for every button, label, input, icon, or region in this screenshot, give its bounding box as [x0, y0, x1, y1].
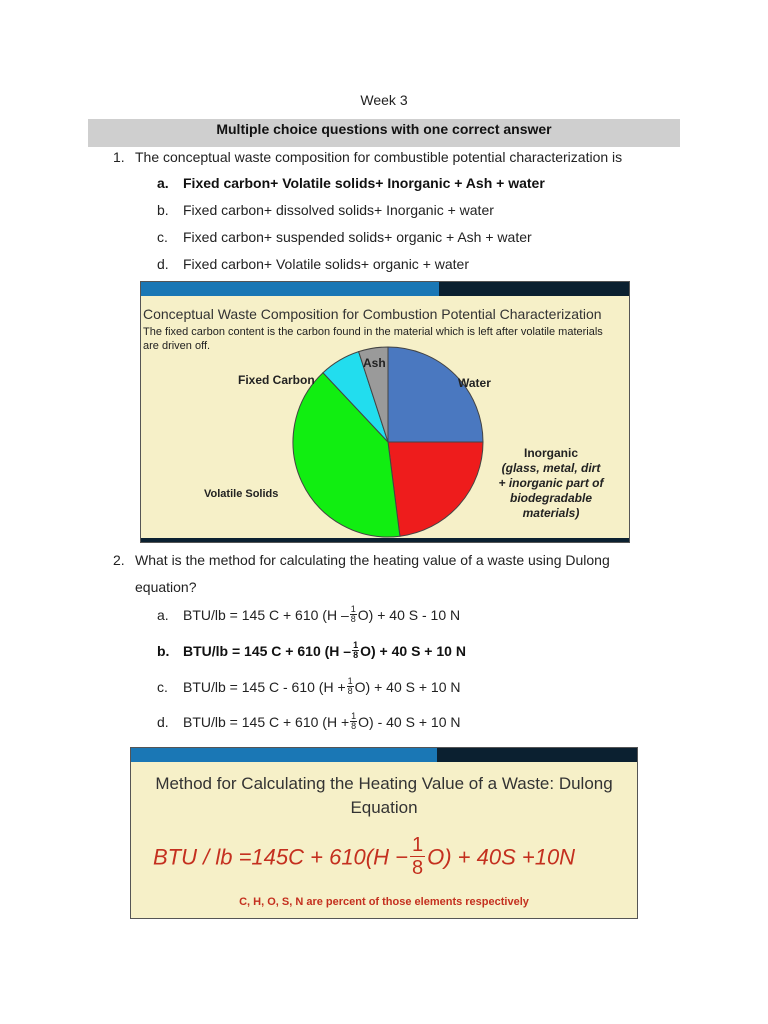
label-inorganic-1: Inorganic — [523, 446, 579, 460]
label-inorganic-4: biodegradable — [509, 491, 593, 505]
option-formula-pre: BTU/lb = 145 C + 610 (H + — [183, 714, 350, 731]
option-text: Fixed carbon+ Volatile solids+ Inorganic + Ash + water — [183, 175, 545, 191]
label-inorganic-5: materials) — [522, 506, 580, 520]
option-text: Fixed carbon+ Volatile solids+ organic + water — [183, 256, 469, 272]
slide-top-bar — [131, 748, 637, 762]
question-text-line-2: equation? — [135, 579, 197, 595]
fraction — [350, 605, 357, 624]
question-number: 2. — [113, 552, 125, 568]
fraction — [352, 641, 359, 660]
fraction-numerator: 1 — [350, 604, 356, 614]
equation-post: O) + 40S +10N — [427, 844, 576, 870]
question-number: 1. — [113, 149, 125, 165]
fraction-numerator: 1 — [351, 711, 357, 721]
fraction-denominator: 8 — [353, 650, 359, 660]
q2-option-b — [157, 640, 466, 662]
slide-bottom-bar — [141, 538, 629, 542]
q1-option-b — [157, 202, 494, 218]
q2-option-d — [157, 711, 461, 733]
option-letter: d. — [157, 256, 169, 272]
fraction-numerator: 1 — [411, 834, 424, 856]
option-formula-post: O) + 40 S + 10 N — [360, 643, 466, 660]
dulong-equation — [153, 836, 575, 881]
slide-title — [131, 772, 637, 820]
label-fixed-carbon: Fixed Carbon — [238, 373, 315, 387]
option-letter: c. — [157, 229, 168, 245]
fraction — [347, 677, 354, 696]
week-heading: Week 3 — [360, 92, 408, 108]
equation-pre: BTU / lb =145C + 610(H − — [153, 844, 408, 870]
option-letter: d. — [157, 714, 169, 731]
option-formula-post: O) + 40 S - 10 N — [357, 607, 461, 624]
slide-subtitle: The fixed carbon content is the carbon found in the material which is left after volatile materials are driven off. — [143, 326, 603, 352]
q1-option-a — [157, 175, 545, 191]
label-volatile-solids: Volatile Solids — [204, 488, 279, 500]
fraction-denominator: 8 — [411, 857, 424, 879]
fraction-numerator: 1 — [347, 676, 353, 686]
fraction-numerator: 1 — [353, 640, 359, 650]
q1-option-c — [157, 229, 532, 245]
option-letter: c. — [157, 679, 168, 696]
option-text: Fixed carbon+ suspended solids+ organic + Ash + water — [183, 229, 532, 245]
option-formula-post: O) - 40 S + 10 N — [358, 714, 461, 731]
option-formula-post: O) + 40 S + 10 N — [354, 679, 461, 696]
option-text: Fixed carbon+ dissolved solids+ Inorganic + water — [183, 202, 494, 218]
slide-top-bar-dark — [437, 748, 637, 762]
label-ash: Ash — [363, 356, 386, 370]
composition-slide — [140, 281, 630, 543]
slide-title-line-1: Method for Calculating the Heating Value of a Waste: Dulong — [155, 774, 613, 793]
dulong-slide — [130, 747, 638, 919]
option-letter: a. — [157, 175, 169, 191]
slide-title-line-2: Equation — [350, 798, 418, 817]
option-letter: a. — [157, 607, 169, 624]
fraction-denominator: 8 — [347, 686, 353, 696]
section-banner: Multiple choice questions with one correct answer — [88, 119, 680, 147]
option-formula-pre: BTU/lb = 145 C + 610 (H – — [183, 607, 349, 624]
option-formula-pre: BTU/lb = 145 C - 610 (H + — [183, 679, 346, 696]
question-text: The conceptual waste composition for combustible potential characterization is — [135, 149, 623, 165]
pie-chart — [141, 282, 629, 542]
q2-option-a — [157, 604, 461, 626]
pie-slice-inorganic — [388, 442, 483, 536]
slide-title: Conceptual Waste Composition for Combustion Potential Characterization — [143, 306, 602, 322]
label-water: Water — [458, 376, 491, 390]
pie-slice-water — [388, 347, 483, 442]
option-letter: b. — [157, 643, 170, 660]
slide-note: C, H, O, S, N are percent of those elements respectively — [239, 896, 529, 908]
fraction-denominator: 8 — [351, 721, 357, 731]
option-formula-pre: BTU/lb = 145 C + 610 (H – — [183, 643, 352, 660]
label-inorganic-2: (glass, metal, dirt — [501, 461, 601, 475]
q2-option-c — [157, 676, 461, 698]
question-text-line-1: What is the method for calculating the heating value of a waste using Dulong — [135, 552, 610, 568]
q1-option-d — [157, 256, 469, 272]
equation-fraction — [410, 834, 425, 879]
fraction — [350, 712, 357, 731]
label-inorganic-3: + inorganic part of — [498, 476, 604, 490]
fraction-denominator: 8 — [350, 614, 356, 624]
option-letter: b. — [157, 202, 169, 218]
